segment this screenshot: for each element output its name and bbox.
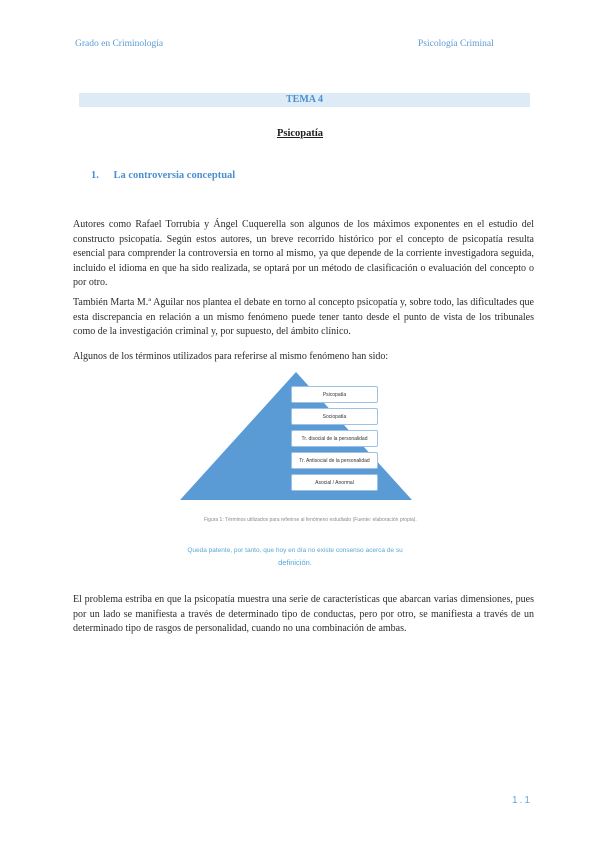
terms-pyramid-figure <box>180 372 412 500</box>
header-subject: Psicología Criminal <box>418 39 494 49</box>
section-heading <box>91 170 235 181</box>
section-title: La controversia conceptual <box>113 170 236 181</box>
tema-banner <box>79 93 530 107</box>
paragraph-terms-intro: Algunos de los términos utilizados para referirse al mismo fenómeno han sido: <box>73 351 389 362</box>
paragraph-problem: El problema estriba en que la psicopatía muestra una serie de características que abarcan varias dimensiones, pues por un lado se manifiesta a través de determinado tipo de conductas, pero por otro, se manifiesta a través de un determinado tipo de rasgos de personalidad, cuando no una combinación de ambas. <box>73 594 534 634</box>
section-number: 1. <box>91 170 99 181</box>
page-number: 1.1 <box>512 795 532 806</box>
figure-caption: Figura 1: Términos utilizados para referirse al fenómeno estudiado (Fuente: elaboración propia). <box>204 517 417 523</box>
pyramid-level: Tr. disocial de la personalidad <box>291 430 378 447</box>
header-course: Grado en Criminología <box>75 39 164 49</box>
pyramid-level: Tr. Antisocial de la personalidad <box>291 452 378 469</box>
pyramid-level: Asocial / Anormal <box>291 474 378 491</box>
page-title: Psicopatía <box>276 128 324 139</box>
note-line-1: Queda patente, por tanto, que hoy en día no existe consenso acerca de su <box>187 547 403 554</box>
pyramid-level: Psicopatía <box>291 386 378 403</box>
pyramid-level: Sociopatía <box>291 408 378 425</box>
highlight-note <box>150 545 440 569</box>
paragraph-authors: Autores como Rafael Torrubia y Ángel Cuquerella son algunos de los máximos exponentes en el estudio del constructo psicopatía. Según estos autores, un breve recorrido histórico por el concepto de psicopatía resulta esencial para comprender la controversia en torno al mismo, ya que depende de la corriente investigadora seguida, incluido el idioma en que ha sido realizada, se optará por un método de clasificación o evaluación del concepto o por otro. <box>73 219 534 288</box>
note-line-2: definición. <box>278 558 312 567</box>
tema-label: TEMA 4 <box>286 94 323 105</box>
paragraph-aguilar: También Marta M.ª Aguilar nos plantea el debate en torno al concepto psicopatía y, sobre todo, las dificultades que esta discrepancia en relación a un mismo fenómeno puede tener tanto desde el punto de vista de los tribunales como de la investigación criminal y, por supuesto, del ámbito clínico. <box>73 297 534 337</box>
